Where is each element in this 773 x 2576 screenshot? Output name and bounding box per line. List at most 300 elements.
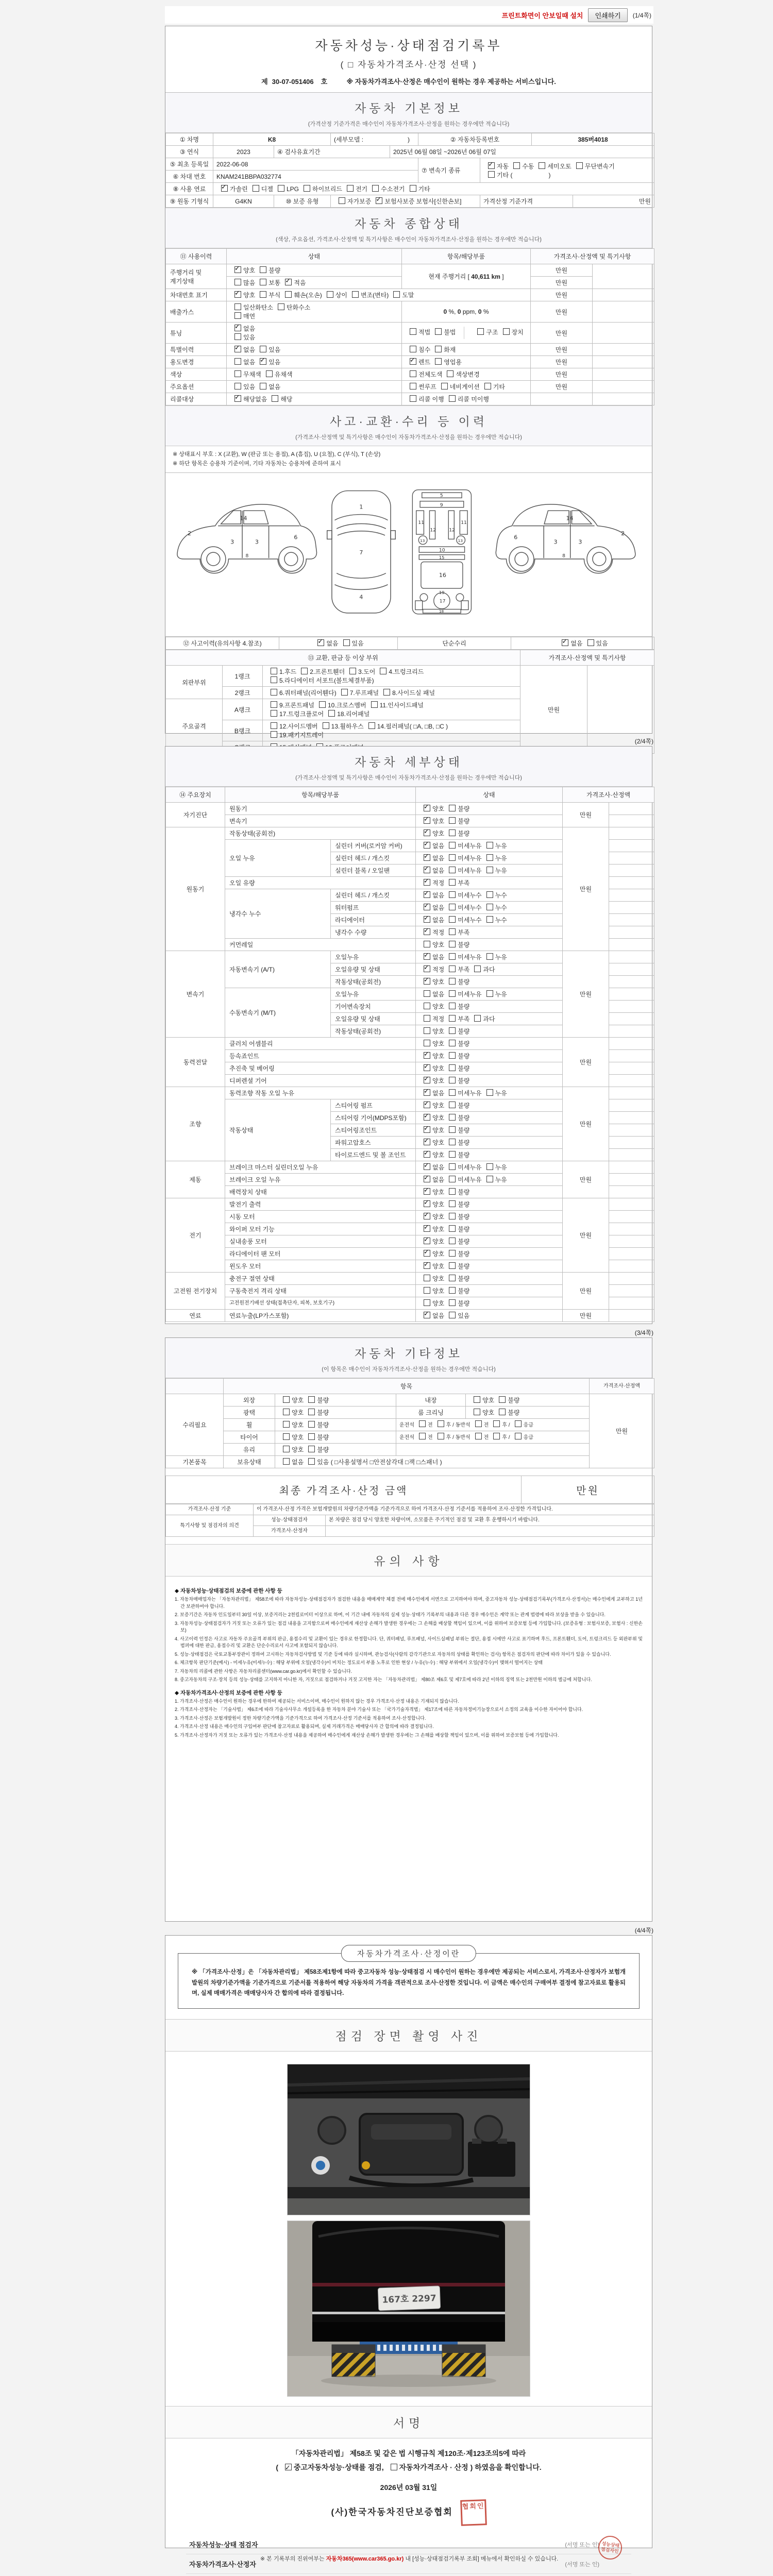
cell [593,301,654,323]
notice-item: 6. 체크항목 판단기준(예시) - 미세누유(미세누수) : 해당 부위에 오일(냉각수)이 비치는 정도로서 부품 노후로 인한 현상 / 누유(누수) : 해당 부위에서 오일(냉각수)이 맺혀서 떨어지는 상태 [175,1660,543,1665]
cell [416,1186,563,1198]
checkbox-option[interactable]: ✓ 적정 [419,929,444,936]
checkbox-option[interactable]: 도말 [389,292,414,299]
checkbox-option[interactable]: 11.인사이드패널 [366,702,424,709]
cell: 고전원전기배선 상태(접촉단자, 피복, 보호기구) [225,1297,416,1310]
cell: 가격조사·산정액 및 특기사항 [520,650,654,666]
checkbox[interactable] [488,162,495,169]
checkbox[interactable] [419,1420,426,1427]
checkbox-option[interactable]: 불량 [444,1201,469,1208]
checkbox-option[interactable]: 누유 [482,867,507,874]
cell: 스티어링조인트 [331,1124,416,1137]
cell: 추진축 및 베어링 [225,1062,416,1075]
checkbox[interactable] [488,171,495,178]
field-car-name: ① 차명 [166,133,213,146]
checkbox-option[interactable]: 18.리어패널 [324,710,369,718]
checkbox[interactable] [339,197,345,204]
cell [416,1198,563,1211]
cell: 클러치 어셈블리 [225,1038,416,1050]
checkbox-option[interactable]: 불량 [444,1250,469,1258]
cell: 만원 [522,1476,654,1504]
checkbox-option[interactable]: 리콜 미이행 [444,396,489,403]
checkbox-option[interactable]: 불량 [444,1114,469,1122]
checkbox-option[interactable]: ✓ 없음 [419,855,444,862]
checkbox-price-assessment[interactable] [391,2464,397,2470]
cell: 최종 가격조사·산정 금액 [166,1476,522,1504]
cell [609,1174,654,1186]
checkbox-option[interactable]: 해당 [267,396,292,403]
checkbox-option[interactable]: 기타 [480,383,505,391]
checkbox-option[interactable]: 색상변경 [442,371,479,378]
checkbox[interactable] [410,328,416,335]
checkbox-option[interactable]: ✓ 없음 [419,1176,444,1183]
checkbox-option[interactable]: 불량 [494,1409,519,1416]
checkbox-option[interactable]: ✓ 해당없음 [230,396,267,403]
checkbox-option[interactable]: 불량 [444,1077,469,1084]
doc-title-block [165,26,652,93]
checkbox-option[interactable]: 일산화탄소 [230,304,273,311]
checkbox-option[interactable]: 부족 [444,929,469,936]
checkbox-option[interactable]: ✓ 없음 [419,1312,444,1319]
checkbox[interactable] [308,1458,315,1465]
checkbox-option[interactable]: ✓ 있음 [255,359,280,366]
checkbox-option[interactable]: ✓ 양호 [419,1213,444,1221]
cell: K8 [213,133,331,146]
checkbox-option[interactable]: 디젤 [248,185,273,193]
checkbox-option[interactable]: 불량 [494,1397,519,1404]
cell: 외판부위 [166,666,223,699]
svg-text:1: 1 [359,503,363,511]
cell: 룸 크리닝 [396,1406,466,1419]
checkbox-option[interactable]: ✓ 없음 [419,917,444,924]
svg-text:167호 2297: 167호 2297 [382,2293,436,2306]
cell: ⑬ 교환, 판금 등 이상 부위 [166,650,520,666]
cell [416,1137,563,1149]
checkbox-option[interactable]: 화재 [430,346,456,353]
checkbox-option[interactable]: 불량 [444,1275,469,1282]
checkbox-option[interactable]: 불량 [444,1263,469,1270]
section-notices: 유의 사항 [165,1544,652,1577]
checkbox-option[interactable]: 불량 [304,1409,329,1416]
svg-text:17: 17 [439,598,446,604]
checkbox-option[interactable]: 19.패키지트레이 [266,732,324,739]
checkbox-option[interactable]: 있음 [230,383,255,391]
checkbox-option[interactable]: 있음 [583,640,608,647]
checkbox-option[interactable]: 불량 [444,941,469,948]
checkbox-option[interactable]: ✓ 양호 [230,292,255,299]
notice-item: 1. 자동차매매업자는 「자동차관리법」 제58조에 따라 자동차성능·상태점검자가 점검한 내용을 매매계약 체결 전에 매수인에게 서면으로 고지하여야 하며, 중고자동차 성능·상태점검기록부(가격조사·산정서)는 매수인에게 교부하고 1년간 보관하여야 합니다. [175,1597,643,1609]
checkbox-option[interactable]: 불량 [444,978,469,986]
checkbox-option[interactable]: 불량 [444,1189,469,1196]
checkbox-option[interactable]: 불량 [444,1053,469,1060]
cell [416,926,563,939]
cell [416,976,563,988]
checkbox-option[interactable]: ✓ 없음 [557,640,582,647]
cell [227,393,402,405]
checkbox-option[interactable]: 누유 [482,842,507,850]
checkbox-option[interactable]: 없음 [255,383,280,391]
checkbox-option[interactable]: 불량 [304,1397,329,1404]
print-button[interactable]: 인쇄하기 [588,8,627,22]
cell: 만원 [531,356,593,368]
checkbox-option[interactable]: 누수 [482,904,507,911]
checkbox-option[interactable]: 적정 [419,1015,444,1023]
cell: 냉각수 수량 [331,926,416,939]
checkbox-option[interactable]: 누유 [482,991,507,998]
checkbox-option[interactable]: ✓ 없음 [419,954,444,961]
checkbox-option[interactable]: 불량 [304,1434,329,1441]
checkbox-option[interactable]: 3.도어 [345,668,375,675]
checkbox-option[interactable]: 미세누유 [444,1164,481,1171]
checkbox-option[interactable]: ✓ 없음 [419,892,444,899]
cell: 스티어링 펌프 [331,1099,416,1112]
checkbox-option[interactable]: 4.트렁크리드 [375,668,424,675]
checkbox-option[interactable]: ✓ 양호 [419,1263,444,1270]
cell [227,344,402,356]
cell: ⑤ 최초 등록일 [166,158,213,171]
checkbox-option[interactable]: ✓ 적정 [419,879,444,887]
signer-label: 자동차성능·상태 점검자 [189,2541,258,2549]
cell [416,1038,563,1050]
checkbox-option[interactable]: 불량 [444,830,469,837]
cell [402,393,531,405]
checkbox-option[interactable]: 불량 [444,1213,469,1221]
checkbox-option[interactable]: 부족 [444,1015,469,1023]
notice-item: 4. 가격조사·산정 내용은 매수인의 구입여부 판단에 참고자료로 활용되며, 실제 거래가격은 매매당사자 간 합의에 따라 결정됩니다. [175,1724,434,1729]
install-notice: 프린트화면이 안보일때 설치 [501,11,583,20]
checkbox-option[interactable]: 불량 [255,267,280,274]
checkbox-option[interactable]: 누유 [482,1090,507,1097]
checkbox-option[interactable]: ✓ 없음 [419,842,444,850]
checkbox-option[interactable]: ✓ 양호 [419,1151,444,1159]
cell: 만원 [563,803,609,827]
checkbox-option[interactable]: 불량 [444,1028,469,1035]
cell: 자가보증 ✓ 보험사보증 보험사[신한손보] [331,195,480,208]
checkbox-option[interactable]: 유채색 [261,371,293,378]
cell [416,1025,563,1038]
checkbox-option[interactable]: 양호 [419,1028,444,1035]
checkbox-option[interactable]: ✓ 양호 [419,805,444,812]
cell: 2022-06-08 [213,158,418,171]
checkbox-option[interactable]: ✓ 양호 [419,1189,444,1196]
checkbox-option[interactable]: ✓ 없음 [419,1164,444,1171]
pricing-definition-body: ※ 「가격조사·산정」은 「자동차관리법」 제58조제1항에 따라 중고자동차 성능·상태점검 시 매수인이 원하는 경우에만 제공되는 서비스로서, 가격조사·산정자가 보험개발원의 차량기준가액을 기준가격으로 기준서를 적용하여 해당 자동차의 가격을 객관적으로 조사·산정한 것입니다. 이 금액은 매수인의 구매여부 결정에 참고자료로 활용되며, 실제 매매가격은 매매당사자 간 합의에 따라 결정됩니다. [192,1969,626,1997]
checkbox-option[interactable]: 10.크로스멤버 [314,702,366,709]
checkbox-option[interactable]: ✓ 적정 [419,966,444,973]
checkbox-option[interactable]: 불량 [444,1151,469,1159]
checkbox-option[interactable]: 불량 [444,1003,469,1010]
checkbox-option[interactable]: ✓ 양호 [419,830,444,837]
checkbox-option[interactable]: 매연 [230,313,255,320]
checkbox[interactable] [234,325,241,331]
checkbox-option[interactable]: ✓ 양호 [419,1226,444,1233]
checkbox-option[interactable]: 네비게이션 [436,383,480,391]
checkbox-option[interactable]: 양호 [419,1287,444,1295]
checkbox-option[interactable]: ✓ 양호 [419,1053,444,1060]
cell: ⑦ 변속기 종류 [418,158,480,183]
checkbox-option[interactable]: ✓ 가솔린 [216,185,248,193]
checkbox-option[interactable]: 없음 [419,991,444,998]
checkbox-option[interactable]: 14.필러패널( □A, □B, □C ) [364,723,448,730]
cell: B랭크 [223,720,263,741]
checkbox-option[interactable]: 미세누수 [444,904,481,911]
checkbox[interactable] [503,328,510,335]
checkbox-option[interactable]: 5.라디에이터 서포트(볼트체결부품) [266,677,374,684]
state-code-legend: ※ 상태표시 부호 : X (교환), W (판금 또는 용접), A (흠집), U (요철), C (부식), T (손상) ※ 하단 항목은 승용차 기준이며, 기타 자동차는 승용차에 준하여 표시 [165,446,652,473]
checkbox-option[interactable]: 누수 [482,917,507,924]
checkbox-option[interactable]: 미세누유 [444,1176,481,1183]
checkbox-option[interactable]: 불량 [444,1127,469,1134]
cell: 만원 [563,1198,609,1273]
checkbox-option[interactable]: 1.후드 [266,668,296,675]
checkbox-option[interactable]: 양호 [469,1409,494,1416]
checkbox-option[interactable]: ✓ 렌트 [405,359,430,366]
checkbox-option[interactable]: 불량 [444,1065,469,1072]
checkbox-option[interactable]: 수소전기 [367,185,405,193]
checkbox[interactable] [234,333,241,340]
checkbox[interactable] [419,1433,426,1439]
checkbox[interactable] [493,1433,500,1439]
checkbox-option[interactable]: 불량 [444,805,469,812]
checkbox-option[interactable]: 불량 [444,1102,469,1109]
cell [263,687,520,699]
checkbox-option[interactable]: 무채색 [230,371,261,378]
checkbox-option[interactable]: 누유 [482,1164,507,1171]
checkbox-option[interactable]: 불량 [444,1287,469,1295]
form-page-3 [165,1337,652,1922]
checkbox[interactable] [539,162,545,169]
notice-item: 7. 자동차의 리콜에 관한 사항은 자동차리콜센터(www.car.go.kr)에서 확인할 수 있습니다. [175,1668,352,1674]
checkbox[interactable] [513,162,520,169]
notice-item: 4. 사고이력 인정은 사고로 자동차 주요골격 부위의 판금, 용접수리 및 교환이 있는 경우로 한정합니다. 단, 쿼터패널, 루프패널, 사이드실패널 부위는 절단, 용접 시에만 사고로 표기하며 후드, 프론트휀더, 도어, 트렁크리드 등 외판부위 및 범퍼에 대한 판금, 용접수리 및 교환은 단순수리로서 사고에 포함되지 않습니다. [175,1636,643,1648]
checkbox-option[interactable]: 부족 [444,966,469,973]
checkbox-option[interactable]: 부족 [444,879,469,887]
checkbox-option[interactable]: 불량 [444,1226,469,1233]
checkbox-option[interactable]: 하이브리드 [299,185,342,193]
cell [213,183,654,195]
checkbox[interactable] [475,1420,482,1427]
cell [609,1087,654,1099]
checkbox-option[interactable]: 미세누유 [444,867,481,874]
checkbox-option[interactable]: ✓양호 [230,267,255,274]
checkbox-option[interactable]: 12.사이드멤버 [266,723,318,730]
plate-number: 385버4018 [532,133,654,146]
checkbox-option[interactable]: 누유 [482,954,507,961]
checkbox-option[interactable]: 미세누수 [444,917,481,924]
checkbox-option[interactable]: 양호 [419,1003,444,1010]
checkbox-option[interactable]: ✓ 양호 [419,1102,444,1109]
cell: 배력장치 상태 [225,1186,416,1198]
cell [416,1310,563,1322]
checkbox-option[interactable]: 부식 [255,292,280,299]
car365-link[interactable]: 자동차365(www.car365.go.kr) [326,2556,404,2562]
checkbox[interactable] [576,162,583,169]
cell: 특별이력 [166,344,227,356]
checkbox[interactable] [493,1420,500,1427]
checkbox-option[interactable]: ✓ 없음 [419,867,444,874]
cell: 브레이크 마스터 실린더오일 누유 [225,1161,416,1174]
checkbox-option[interactable]: 미세누수 [444,892,481,899]
checkbox-option[interactable]: 양호 [278,1434,304,1441]
checkbox-option[interactable]: ✓ 없음 [313,640,338,647]
cell [166,1379,224,1394]
checkbox-option[interactable]: ✓ 양호 [419,1127,444,1134]
checkbox-option[interactable]: 없음 [230,359,255,366]
checkbox-option[interactable]: 불량 [444,818,469,825]
checkbox-option[interactable]: 썬루프 [405,383,436,391]
checkbox-option[interactable]: 누유 [482,855,507,862]
checkbox-option[interactable]: ✓ 양호 [419,818,444,825]
svg-text:8: 8 [245,553,249,559]
checkbox-option[interactable]: 전기 [342,185,367,193]
checkbox-option[interactable]: 과다 [469,966,495,973]
checkbox-option[interactable]: 양호 [419,941,444,948]
svg-text:3: 3 [553,538,558,546]
checkbox-option[interactable]: 탄화수소 [273,304,310,311]
checkbox-option[interactable]: LPG [273,185,299,193]
checkbox-option[interactable]: 미세누유 [444,842,481,850]
checkbox[interactable] [283,1458,290,1465]
checkbox-option[interactable]: ✓ 적음 [280,279,306,286]
checkbox-option[interactable]: 훼손(오손) [280,292,322,299]
checkbox-option[interactable]: 상이 [322,292,347,299]
checkbox-option[interactable]: 8.사이드실 패널 [379,689,435,697]
doc-number: 30-07-051406 [272,78,314,86]
checkbox[interactable] [477,328,484,335]
cell: 오일 누유 [225,840,331,877]
checkbox-option[interactable]: 과다 [469,1015,495,1023]
cell: 2025년 06월 08일 ~2026년 06월 07일 [390,146,654,158]
checkbox-option[interactable]: 있음 [444,1312,469,1319]
checkbox-option[interactable]: ✓ 없음 [419,1090,444,1097]
checkbox-option[interactable]: 미세누유 [444,1090,481,1097]
cell: ③ 연식 [166,146,213,158]
cell [609,1149,654,1161]
svg-text:15: 15 [439,555,445,561]
detail-state-table [165,787,654,1322]
checkbox-option[interactable]: 양호 [278,1409,304,1416]
cell: 만원 [531,264,593,277]
checkbox[interactable] [515,1433,522,1439]
checkbox-option[interactable]: 미세누유 [444,855,481,862]
checkbox[interactable] [435,328,442,335]
page-marker-4: (4/4쪽) [634,1927,653,1934]
checkbox-option[interactable]: 많음 [230,279,255,286]
checkbox-option[interactable]: ✓ 양호 [419,978,444,986]
cell [593,323,654,344]
page-marker-2: (2/4쪽) [634,738,653,745]
checkbox[interactable] [475,1433,482,1439]
checkbox-option[interactable]: 6.쿼터패널(리어휀다) [266,689,337,697]
checkbox-option[interactable]: 있음 [339,640,364,647]
checkbox-option[interactable]: ✓ 없음 [230,346,255,353]
checkbox-option[interactable]: 13.휠하우스 [318,723,364,730]
cell [227,381,402,393]
checkbox-option[interactable]: 9.프론트패널 [266,702,314,709]
svg-text:13: 13 [420,538,425,544]
cell: ② 자동차등록번호 [418,133,532,146]
checkbox-option[interactable]: 불량 [444,1300,469,1307]
svg-text:3: 3 [578,538,582,546]
cell: 디퍼렌셜 기어 [225,1075,416,1087]
checkbox-option[interactable]: 2.프론트휀더 [296,668,345,675]
checkbox-option[interactable]: 전체도색 [405,371,442,378]
cell [593,368,654,381]
checkbox-option[interactable]: 불량 [304,1446,329,1453]
checkbox-option[interactable]: 변조(변타) [347,292,389,299]
cell [609,1112,654,1124]
cell: 가격조사·산정액 [563,787,654,803]
checkbox-option[interactable]: 양호 [469,1397,494,1404]
checkbox-option[interactable]: 누유 [482,1176,507,1183]
cell: 만원 [531,368,593,381]
checkbox-option[interactable]: ✓ 양호 [419,1114,444,1122]
checkbox-performance-inspection[interactable] [285,2464,292,2470]
cell [416,902,563,914]
checkbox-option[interactable]: 영업용 [430,359,462,366]
cell: 특기사항 및 점검자의 의견 [166,1515,254,1537]
cell: 원동기 [225,803,416,815]
cell: 만원 [563,1273,609,1310]
checkbox-option[interactable]: ✓ 양호 [419,1077,444,1084]
signer-label: 자동차가격조사·산정자 [189,2561,256,2569]
checkbox-option[interactable]: 있음 [255,346,280,353]
cell [609,1211,654,1223]
checkbox[interactable] [438,1433,444,1439]
cell [263,666,520,687]
inspector-stamp: 성능상태 점검자인 [597,2534,624,2561]
checkbox-option[interactable]: 불량 [444,1139,469,1146]
checkbox-option[interactable]: ✓ 양호 [419,1238,444,1245]
cell: ⑧ 사용 연료 [166,183,213,195]
checkbox-option[interactable]: 미세누유 [444,954,481,961]
checkbox-option[interactable]: 누수 [482,892,507,899]
checkbox-option[interactable]: 불량 [444,1040,469,1047]
checkbox-option[interactable]: 양호 [278,1421,304,1429]
checkbox-option[interactable]: 7.루프패널 [337,689,379,697]
checkbox-option[interactable]: ✓ 양호 [419,1201,444,1208]
cell [609,1075,654,1087]
checkbox-option[interactable]: 불량 [304,1421,329,1429]
checkbox-option[interactable]: ✓ 양호 [419,1250,444,1258]
checkbox[interactable] [515,1420,522,1427]
checkbox-option[interactable]: 보통 [255,279,280,286]
checkbox-option[interactable]: 불량 [444,1238,469,1245]
checkbox[interactable] [438,1420,444,1427]
checkbox-option[interactable]: 17.트렁크플로어 [266,710,324,718]
checkbox-option[interactable]: ✓ 없음 [419,904,444,911]
section-accident-history: 사고·교환·수리 등 이력 (가격조사·산정액 및 특기사항은 매수인이 자동차가격조사·산정을 원하는 경우에만 적습니다) [165,405,652,446]
checkbox-option[interactable]: 양호 [419,1275,444,1282]
checkbox[interactable] [376,197,382,204]
checkbox-option[interactable]: ✓ 양호 [419,1139,444,1146]
checkbox-option[interactable]: 양호 [419,1040,444,1047]
cell: 본 차량은 점검 당시 양호한 차량이며, 소모품은 주기적인 점검 및 교환 후 운행하시기 바랍니다. [326,1515,654,1526]
cell [466,1394,590,1406]
checkbox-option[interactable]: 양호 [419,1300,444,1307]
checkbox-option[interactable]: 미세누유 [444,991,481,998]
checkbox-option[interactable]: 양호 [278,1397,304,1404]
checkbox-option[interactable]: 기타 [405,185,430,193]
checkbox-option[interactable]: 침수 [405,346,430,353]
checkbox-option[interactable]: ✓ 양호 [419,1065,444,1072]
cell: 자기진단 [166,803,225,827]
cell [609,976,654,988]
cell [593,264,654,289]
checkbox-option[interactable]: 리콜 이행 [405,396,444,403]
checkbox-option[interactable]: 양호 [278,1446,304,1453]
cell [227,277,402,289]
